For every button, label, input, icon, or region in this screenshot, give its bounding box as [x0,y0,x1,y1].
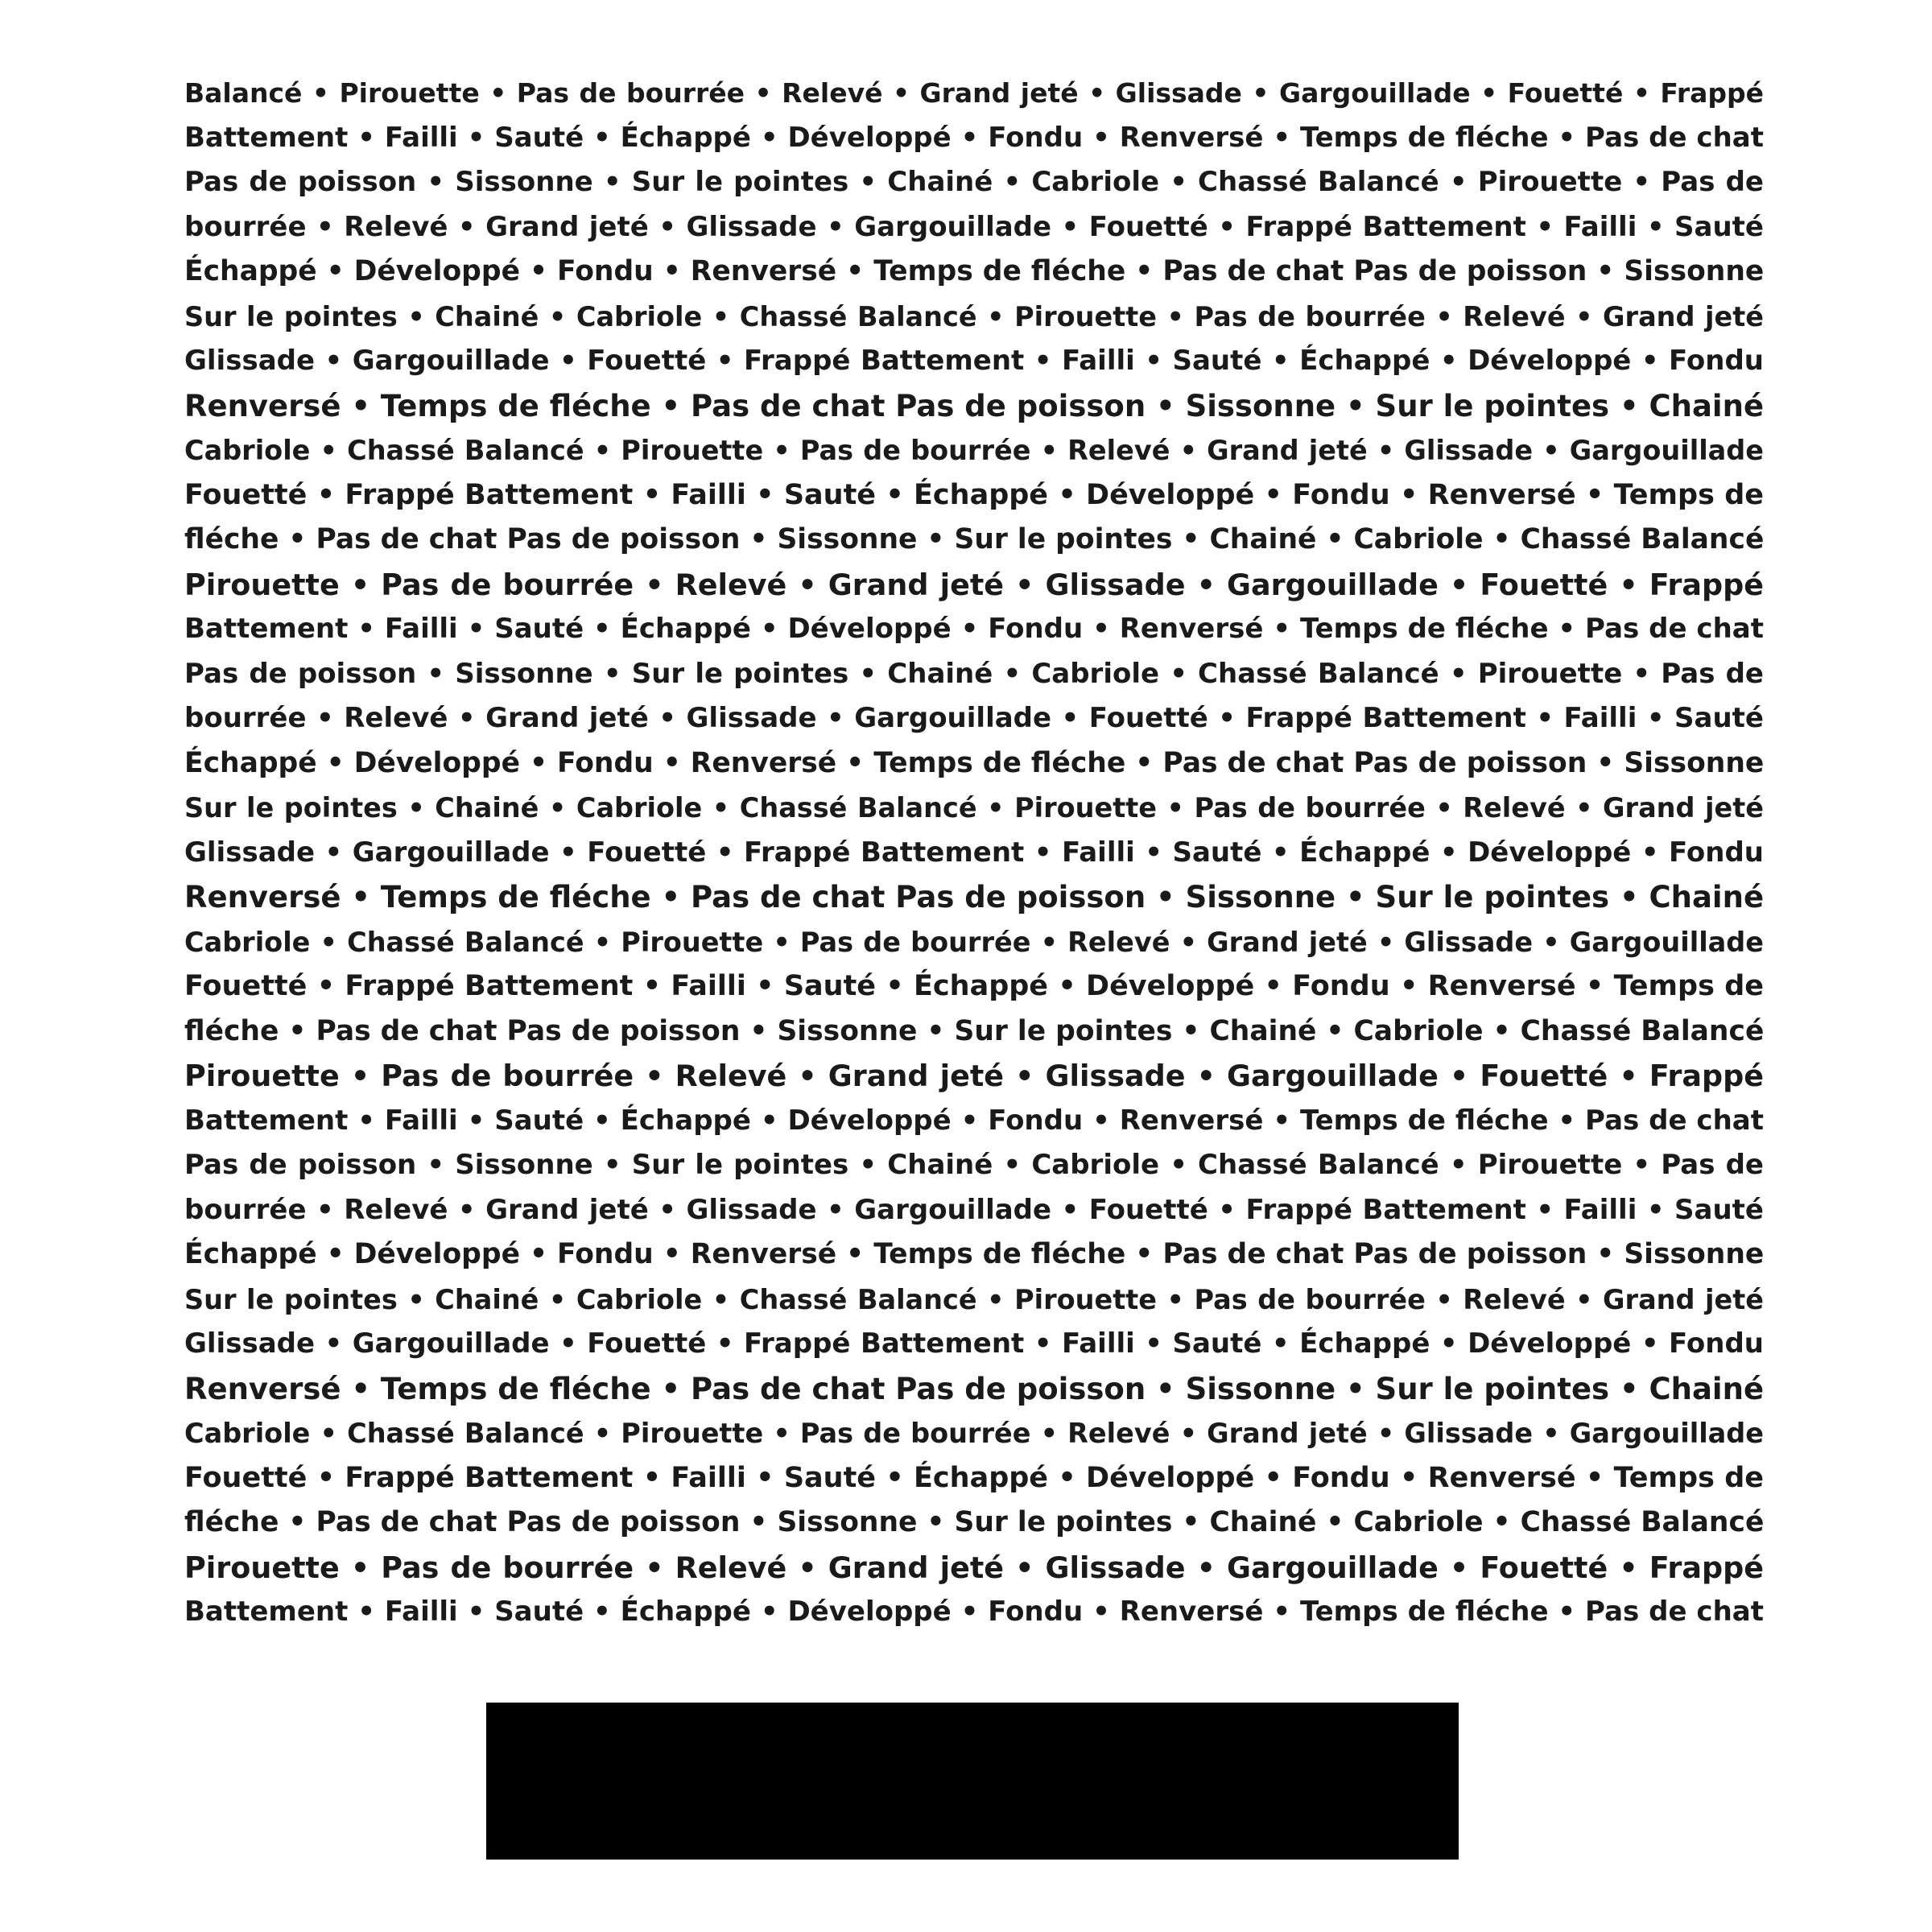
black-panel [486,1703,1459,1860]
text-line: Glissade • Gargouillade • Fouetté • Frappé Battement • Failli • Sauté • Échappé • Développé • Fondu [184,836,1764,869]
text-line: Pirouette • Pas de bourrée • Relevé • Grand jeté • Glissade • Gargouillade • Fouetté • Frappé [184,1059,1764,1093]
text-line: bourrée • Relevé • Grand jeté • Glissade • Gargouillade • Fouetté • Frappé Battement • Failli • Sauté [184,210,1764,243]
text-line: Sur le pointes • Chainé • Cabriole • Chassé Balancé • Pirouette • Pas de bourrée • Relevé • Grand jeté [184,792,1764,824]
text-line: Balancé • Pirouette • Pas de bourrée • Relevé • Grand jeté • Glissade • Gargouillade • Fouetté • Frappé [184,77,1764,109]
text-line: Échappé • Développé • Fondu • Renversé • Temps de fléche • Pas de chat Pas de poisson • Sissonne [184,1238,1764,1270]
text-line: Glissade • Gargouillade • Fouetté • Frappé Battement • Failli • Sauté • Échappé • Développé • Fondu [184,345,1764,377]
text-line: Battement • Failli • Sauté • Échappé • Développé • Fondu • Renversé • Temps de fléche • Pas de chat [184,613,1764,645]
text-line: Battement • Failli • Sauté • Échappé • Développé • Fondu • Renversé • Temps de fléche • Pas de chat [184,1104,1764,1137]
text-line: Pas de poisson • Sissonne • Sur le pointes • Chainé • Cabriole • Chassé Balancé • Pirouette • Pas de [184,657,1764,690]
text-line: fléche • Pas de chat Pas de poisson • Sissonne • Sur le pointes • Chainé • Cabriole • Chassé Balancé [184,523,1764,555]
text-line: Glissade • Gargouillade • Fouetté • Frappé Battement • Failli • Sauté • Échappé • Développé • Fondu [184,1327,1764,1360]
text-line: Échappé • Développé • Fondu • Renversé • Temps de fléche • Pas de chat Pas de poisson • Sissonne [184,746,1764,779]
text-line: bourrée • Relevé • Grand jeté • Glissade • Gargouillade • Fouetté • Frappé Battement • Failli • Sauté [184,702,1764,734]
text-line: Pirouette • Pas de bourrée • Relevé • Grand jeté • Glissade • Gargouillade • Fouetté • Frappé [184,567,1764,602]
text-line: Cabriole • Chassé Balancé • Pirouette • Pas de bourrée • Relevé • Grand jeté • Glissade • Gargouillade [184,435,1764,466]
text-line: Fouetté • Frappé Battement • Failli • Sauté • Échappé • Développé • Fondu • Renversé • Temps de [184,970,1764,1002]
text-line: Sur le pointes • Chainé • Cabriole • Chassé Balancé • Pirouette • Pas de bourrée • Relevé • Grand jeté [184,300,1764,332]
text-line: Pas de poisson • Sissonne • Sur le pointes • Chainé • Cabriole • Chassé Balancé • Pirouette • Pas de [184,1149,1764,1181]
text-line: Cabriole • Chassé Balancé • Pirouette • Pas de bourrée • Relevé • Grand jeté • Glissade • Gargouillade [184,926,1764,958]
text-line: Renversé • Temps de fléche • Pas de chat Pas de poisson • Sissonne • Sur le pointes • Chainé [184,880,1764,914]
text-line: bourrée • Relevé • Grand jeté • Glissade • Gargouillade • Fouetté • Frappé Battement • Failli • Sauté [184,1193,1764,1226]
text-line: fléche • Pas de chat Pas de poisson • Sissonne • Sur le pointes • Chainé • Cabriole • Chassé Balancé [184,1014,1764,1047]
text-line: Battement • Failli • Sauté • Échappé • Développé • Fondu • Renversé • Temps de fléche • Pas de chat [184,121,1764,154]
text-line: Cabriole • Chassé Balancé • Pirouette • Pas de bourrée • Relevé • Grand jeté • Glissade • Gargouillade [184,1418,1764,1449]
text-line: Renversé • Temps de fléche • Pas de chat Pas de poisson • Sissonne • Sur le pointes • Chainé [184,1371,1764,1406]
text-line: Pas de poisson • Sissonne • Sur le pointes • Chainé • Cabriole • Chassé Balancé • Pirouette • Pas de [184,166,1764,198]
text-line: fléche • Pas de chat Pas de poisson • Sissonne • Sur le pointes • Chainé • Cabriole • Chassé Balancé [184,1506,1764,1538]
text-line: Pirouette • Pas de bourrée • Relevé • Grand jeté • Glissade • Gargouillade • Fouetté • Frappé [184,1550,1764,1585]
text-line: Échappé • Développé • Fondu • Renversé • Temps de fléche • Pas de chat Pas de poisson • Sissonne [184,255,1764,287]
text-line: Fouetté • Frappé Battement • Failli • Sauté • Échappé • Développé • Fondu • Renversé • Temps de [184,1461,1764,1494]
text-line: Sur le pointes • Chainé • Cabriole • Chassé Balancé • Pirouette • Pas de bourrée • Relevé • Grand jeté [184,1283,1764,1315]
text-line: Renversé • Temps de fléche • Pas de chat Pas de poisson • Sissonne • Sur le pointes • Chainé [184,388,1764,423]
text-line: Battement • Failli • Sauté • Échappé • Développé • Fondu • Renversé • Temps de fléche • Pas de chat [184,1596,1764,1628]
text-line: Fouetté • Frappé Battement • Failli • Sauté • Échappé • Développé • Fondu • Renversé • Temps de [184,478,1764,511]
ballet-terms-text-block [184,71,1764,1635]
